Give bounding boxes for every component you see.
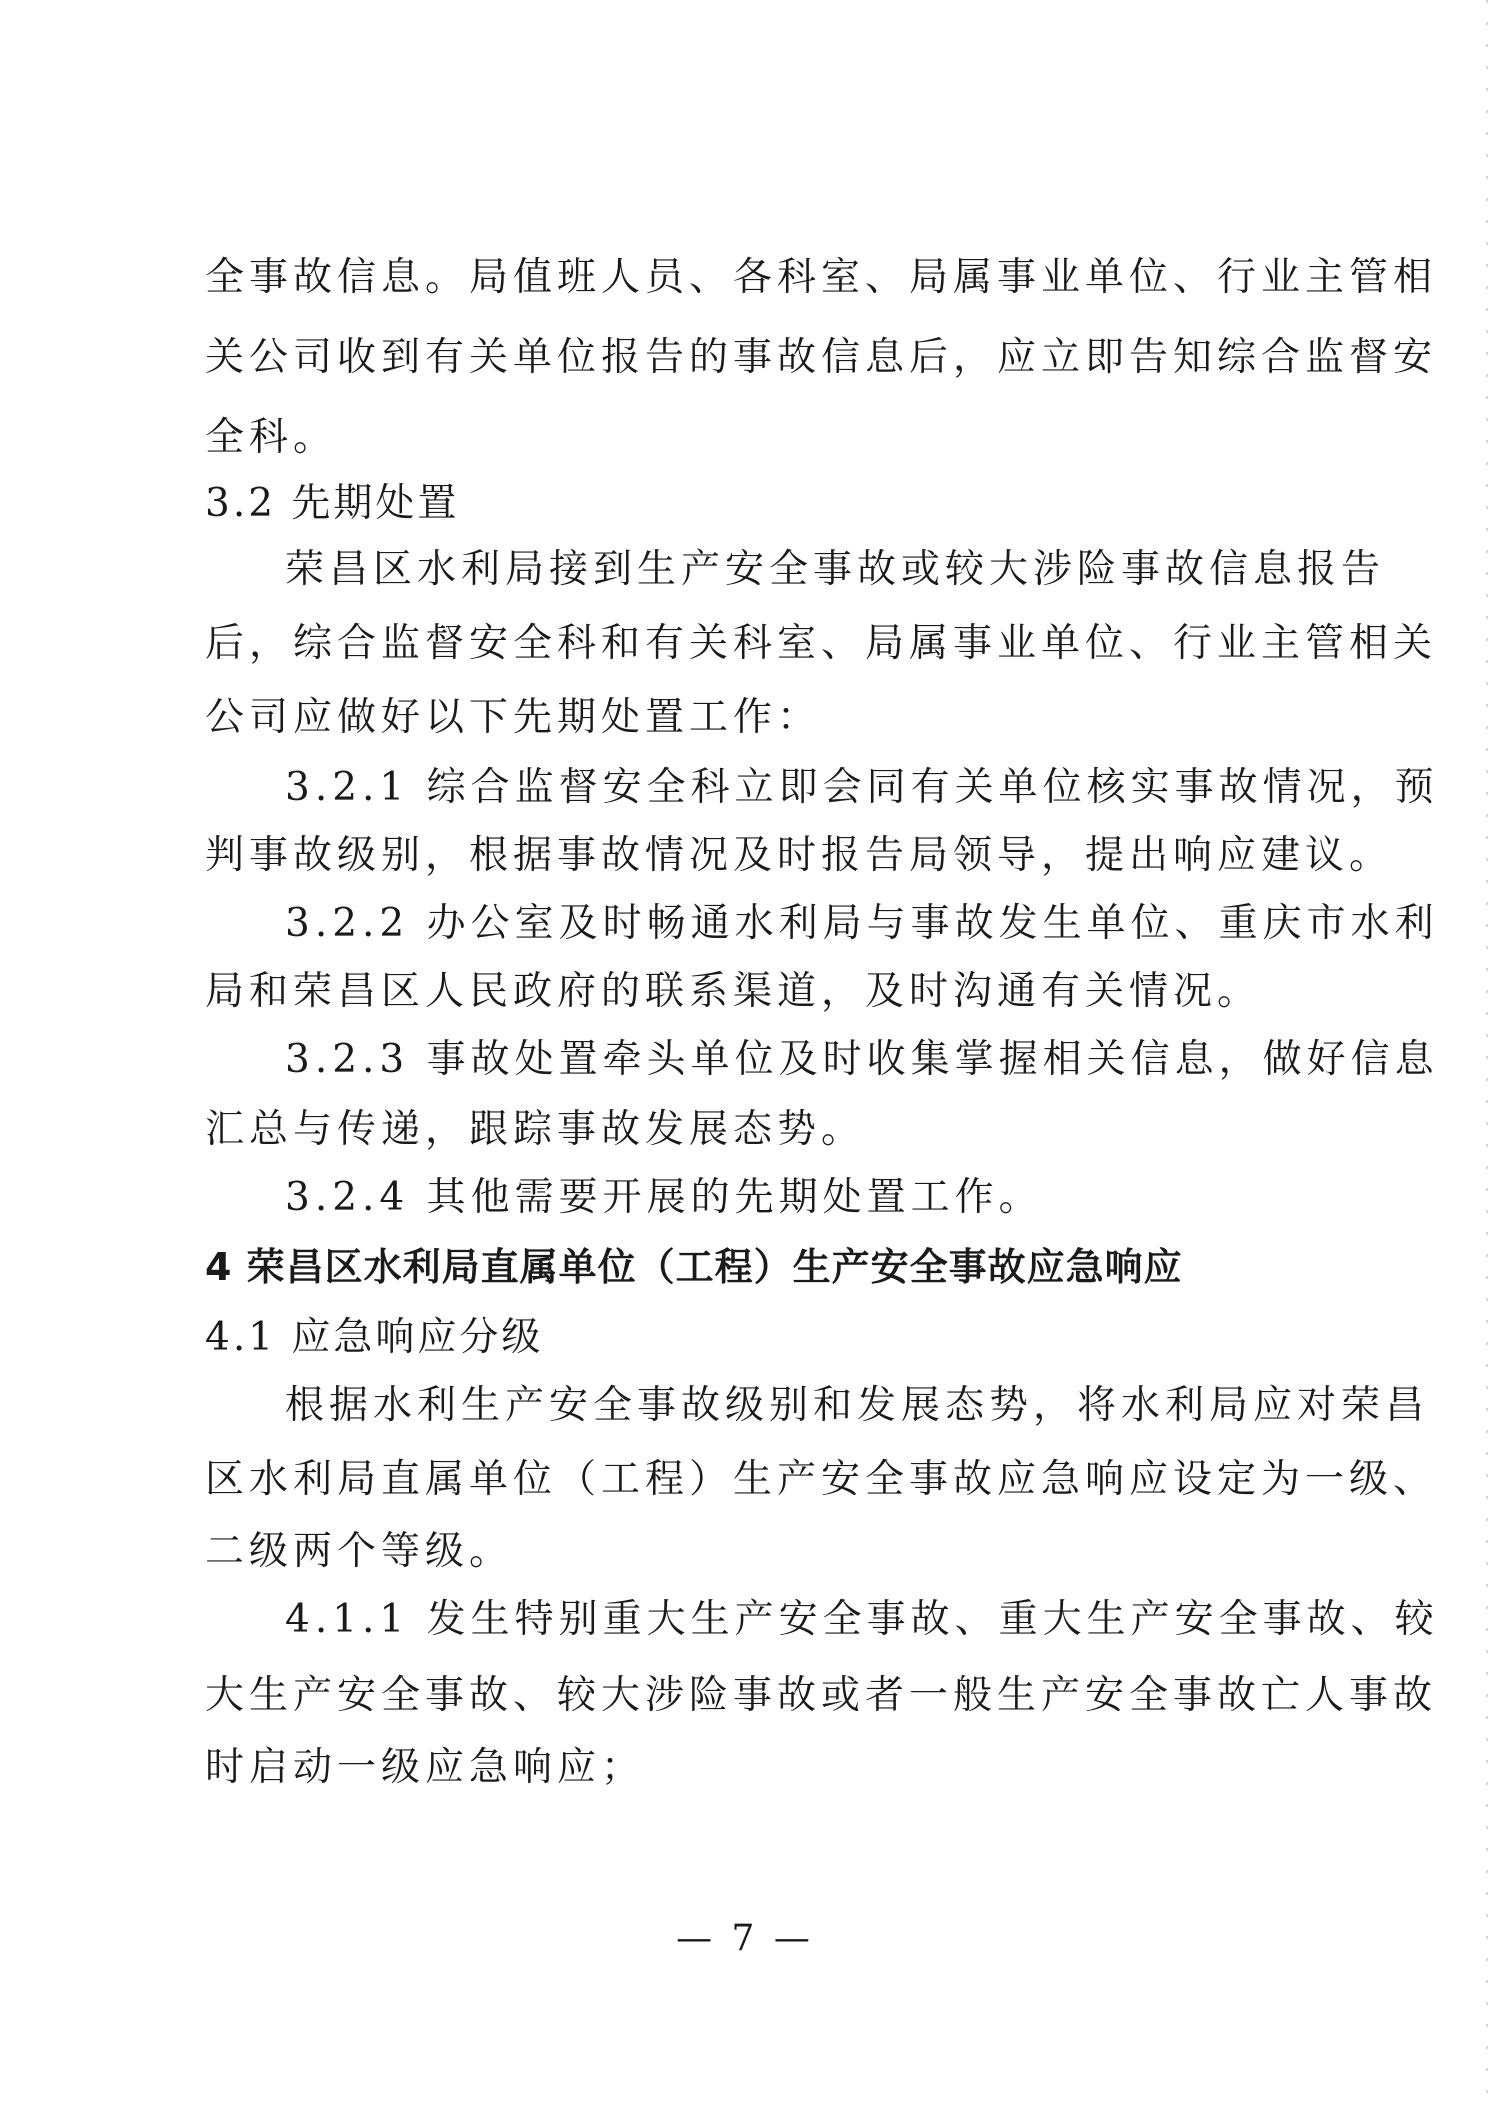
paragraph-line: 3.2.4 其他需要开展的先期处置工作。 [285,1175,1043,1220]
paragraph-line: 荣昌区水利局接到生产安全事故或较大涉险事故信息报告 [285,547,1386,592]
paragraph-line: 4.1.1 发生特别重大生产安全事故、重大生产安全事故、较 [285,1597,1439,1642]
paragraph-line: 3.2.3 事故处置牵头单位及时收集掌握相关信息，做好信息 [285,1037,1439,1082]
body-line: 区水利局直属单位（工程）生产安全事故应急响应设定为一级、 [205,1457,1438,1502]
body-line: 全科。 [205,415,338,460]
page-number: — 7 — [676,1918,814,1959]
section-heading-4-1: 4.1 应急响应分级 [205,1315,544,1360]
body-line: 判事故级别，根据事故情况及时报告局领导，提出响应建议。 [205,833,1394,878]
chapter-heading-4: 4 荣昌区水利局直属单位（工程）生产安全事故应急响应 [205,1245,1183,1289]
body-line: 局和荣昌区人民政府的联系渠道，及时沟通有关情况。 [205,969,1262,1014]
body-line: 二级两个等级。 [205,1529,514,1574]
scan-edge-mark [1486,0,1488,2104]
body-line: 时启动一级应急响应； [205,1745,646,1790]
body-line: 公司应做好以下先期处置工作： [205,695,822,740]
paragraph-line: 根据水利生产安全事故级别和发展态势，将水利局应对荣昌 [285,1383,1430,1428]
body-line: 全事故信息。局值班人员、各科室、局属事业单位、行业主管相 [205,255,1438,300]
paragraph-line: 3.2.2 办公室及时畅通水利局与事故发生单位、重庆市水利 [285,901,1439,946]
body-line: 后，综合监督安全科和有关科室、局属事业单位、行业主管相关 [205,621,1438,666]
section-heading-3-2: 3.2 先期处置 [205,481,460,526]
body-line: 关公司收到有关单位报告的事故信息后，应立即告知综合监督安 [205,335,1438,380]
body-line: 汇总与传递，跟踪事故发展态势。 [205,1107,866,1152]
body-line: 大生产安全事故、较大涉险事故或者一般生产安全事故亡人事故 [205,1673,1438,1718]
paragraph-line: 3.2.1 综合监督安全科立即会同有关单位核实事故情况，预 [285,765,1439,810]
